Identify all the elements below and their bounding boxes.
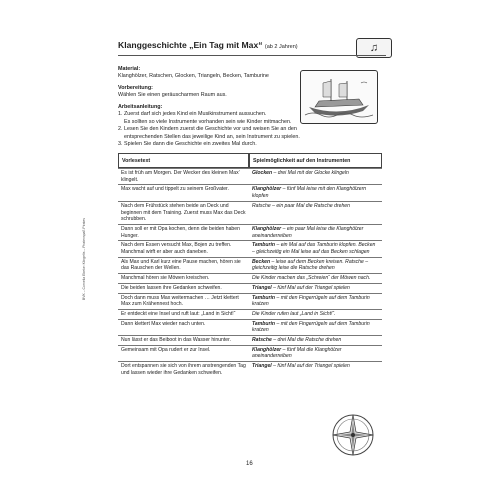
- instrument-action: [249, 335, 382, 345]
- instrument-name: Glocken: [252, 170, 273, 176]
- reading-text: Es ist früh am Morgen. Der Wecker des kleinen Max’ klingelt.: [118, 168, 249, 184]
- reading-text: Dann soll er mit Opa kochen, denn die beiden haben Hunger.: [118, 224, 249, 240]
- page-title: [118, 40, 298, 50]
- instruction-step: Es sollten so viele Instrumente vorhanden sein wie Kinder mitmachen.: [124, 118, 292, 125]
- reading-text: Dann klettert Max wieder nach unten.: [118, 319, 249, 335]
- reading-text: Dort entspannen sie sich von ihrem anstrengenden Tag und lassen wieder ihre Gedanken schweifen.: [118, 361, 249, 377]
- reading-text: Gemeinsam mit Opa rudert er zur Insel.: [118, 345, 249, 361]
- play-instruction: – drei Mal mit der Glocke klingeln: [272, 170, 349, 176]
- instrument-action: [249, 319, 382, 335]
- play-instruction: Die Kinder machen das „Schreien“ der Möwen nach.: [252, 275, 371, 282]
- instrument-name: Tamburin: [252, 242, 276, 249]
- title-text: Klanggeschichte „Ein Tag mit Max“: [118, 40, 263, 50]
- play-instruction: – drei Mal die Ratsche drehen: [271, 337, 342, 344]
- play-instruction: – fünf Mal die Klanghölzer aneinanderreiben: [252, 346, 342, 360]
- instrument-name: Tamburin: [252, 294, 276, 301]
- instrument-action: [249, 345, 382, 361]
- reading-text: Er entdeckt eine Insel und ruft laut: „Land in Sicht!“: [118, 309, 249, 319]
- table-row: [118, 201, 382, 224]
- play-instruction: – fünf Mal auf der Triangel spielen: [271, 363, 350, 370]
- instrument-name: Klanghölzer: [252, 346, 282, 353]
- table-row: [118, 293, 382, 309]
- column-header-instruments: Spielmöglichkeit auf den Instrumenten: [249, 153, 382, 168]
- table-row: [118, 309, 382, 319]
- play-instruction: Die Kinder rufen laut „Land in Sicht!“.: [252, 310, 336, 317]
- play-instruction: Ratsche – ein paar Mal die Ratsche drehen: [252, 202, 350, 209]
- reading-text: Manchmal hören sie Möwen kreischen.: [118, 273, 249, 283]
- instrument-name: Ratsche: [252, 337, 272, 344]
- reading-text: Als Max und Karl kurz eine Pause machen, hören sie das Rauschen der Wellen.: [118, 257, 249, 273]
- table-row: [118, 361, 382, 377]
- instrument-action: [249, 240, 382, 256]
- play-instruction: – mit den Fingerrügeln auf dem Tamburin kratzen: [252, 294, 370, 308]
- instrument-action: [249, 201, 382, 224]
- instrument-action: [249, 273, 382, 283]
- reading-text: Die beiden lassen ihre Gedanken schweifen.: [118, 283, 249, 293]
- instrument-name: Klanghölzer: [252, 225, 282, 232]
- instrument-action: [249, 309, 382, 319]
- table-row: [118, 224, 382, 240]
- instrument-action: [249, 168, 382, 184]
- title-subtitle: (ab 2 Jahren): [264, 44, 298, 50]
- table-row: [118, 345, 382, 361]
- instrument-name: Triangel: [252, 284, 272, 291]
- compass-rose-icon: [330, 412, 376, 458]
- table-row: [118, 319, 382, 335]
- instrument-action: [249, 283, 382, 293]
- table-row: [118, 335, 382, 345]
- sound-story-table: [118, 153, 382, 378]
- instrument-name: Becken: [252, 258, 271, 265]
- instrument-name: Klanghölzer: [252, 186, 282, 193]
- column-header-text: Vorlesetext: [118, 153, 249, 168]
- table-row: [118, 240, 382, 256]
- material-heading: Material:: [118, 66, 141, 72]
- music-notes-icon: ♫: [356, 38, 392, 58]
- instruction-step: 1. Zuerst darf sich jedes Kind ein Musikinstrument aussuchen.: [118, 111, 267, 117]
- page-number: 16: [246, 461, 253, 467]
- instruction-step: entsprechenden Stellen das jeweilige Kind an, sein Instrument zu spielen.: [124, 133, 300, 140]
- instrument-action: [249, 361, 382, 377]
- preparation-heading: Vorbereitung:: [118, 85, 153, 91]
- reading-text: Nach dem Essen versucht Max, Bojen zu treffen. Manchmal wirft er aber auch daneben.: [118, 240, 249, 256]
- instrument-action: [249, 257, 382, 273]
- table-row: [118, 184, 382, 200]
- play-instruction: – ein paar Mal leise die Klanghölzer aneinanderreiben: [252, 225, 364, 239]
- instrument-name: Tamburin: [252, 320, 276, 327]
- play-instruction: – ein Mal auf das Tamburin klopfen. Becken – gleichzeitig ein Mal leise auf das Becken schlagen: [252, 242, 376, 256]
- preparation-text: Wählen Sie einen geräuscharmen Raum aus.: [118, 92, 227, 98]
- play-instruction: – mit den Fingerrügeln auf dem Tamburin kratzen: [252, 320, 370, 334]
- table-header-row: [118, 153, 382, 168]
- table-row: [118, 168, 382, 184]
- play-instruction: – fünf Mal leise mit den Klanghölzern klopfen: [252, 186, 367, 200]
- play-instruction: – leise auf dem Becken kreisen. Ratsche – gleichzeitig leise die Ratsche drehen: [252, 258, 369, 272]
- instrument-name: Triangel: [252, 363, 272, 370]
- reading-text: Doch dann muss Max weitermachen … Jetzt klettert Max zum Krähennest hoch.: [118, 293, 249, 309]
- material-text: Klanghölzer, Ratschen, Glocken, Triangeln, Becken, Tamburine: [118, 73, 269, 79]
- reading-text: Max wacht auf und tippelt zu seinem Großvater.: [118, 184, 249, 200]
- instruction-step: 3. Spielen Sie dann die Geschichte ein zweites Mal durch.: [118, 141, 257, 148]
- instructions-heading: Arbeitsanleitung:: [118, 104, 163, 110]
- table-row: [118, 257, 382, 273]
- play-instruction: – fünf Mal auf der Triangel spielen: [271, 284, 350, 291]
- table-row: [118, 273, 382, 283]
- side-copyright-note: BVK – Cornelia Ebeke: Klingelts – Piratenspaß Pirates: [82, 218, 86, 300]
- instrument-action: [249, 293, 382, 309]
- instruction-step: 2. Lesen Sie den Kindern zuerst die Geschichte vor und weisen Sie an den: [118, 126, 297, 133]
- reading-text: Nach dem Frühstück stehen beide an Deck und beginnen mit dem Training. Zuerst muss Max das Deck schrubben.: [118, 201, 249, 224]
- ship-illustration: [300, 70, 378, 124]
- title-divider: [118, 55, 386, 56]
- instrument-action: [249, 224, 382, 240]
- table-row: [118, 283, 382, 293]
- reading-text: Nun lässt er das Beiboot in das Wasser hinunter.: [118, 335, 249, 345]
- instrument-action: [249, 184, 382, 200]
